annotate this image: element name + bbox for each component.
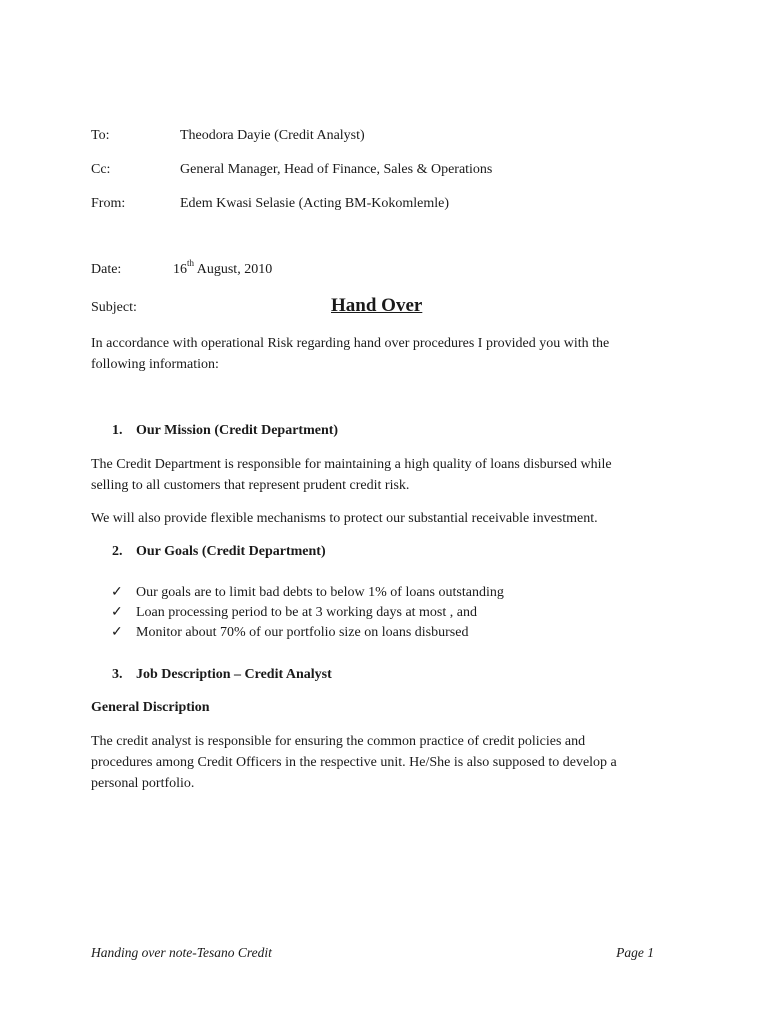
goal-item-text: Our goals are to limit bad debts to below 1% of loans outstanding (136, 585, 504, 600)
section-3-title: Job Description – Credit Analyst (136, 667, 332, 682)
date-month-year: August, 2010 (194, 262, 273, 277)
subject-title: Hand Over (331, 295, 423, 316)
date-day: 16 (173, 262, 187, 277)
check-mark-icon: ✓ (111, 625, 123, 640)
to-label: To: (91, 128, 110, 143)
section-1-number: 1. (112, 423, 123, 438)
date-suffix: th (187, 258, 195, 269)
subject-label: Subject: (91, 300, 137, 315)
mission-line-3: We will also provide flexible mechanisms to protect our substantial receivable investment. (91, 511, 598, 526)
job-line-3: personal portfolio. (91, 776, 195, 791)
from-value: Edem Kwasi Selasie (Acting BM-Kokomlemle) (180, 196, 450, 211)
mission-line-2: selling to all customers that represent prudent credit risk. (91, 478, 410, 493)
goal-item-text: Loan processing period to be at 3 working days at most , and (136, 605, 477, 620)
date-label: Date: (91, 262, 122, 277)
footer-title: Handing over note-Tesano Credit (91, 945, 272, 960)
page-number: Page 1 (616, 945, 654, 960)
mission-line-1: The Credit Department is responsible for maintaining a high quality of loans disbursed while (91, 457, 612, 472)
section-2-number: 2. (112, 544, 123, 559)
date-value (173, 260, 272, 280)
check-mark-icon: ✓ (111, 585, 123, 600)
section-1-title: Our Mission (Credit Department) (136, 423, 339, 438)
cc-label: Cc: (91, 162, 111, 177)
intro-line-1: In accordance with operational Risk regarding hand over procedures I provided you with the (91, 336, 610, 351)
to-value: Theodora Dayie (Credit Analyst) (180, 128, 365, 143)
section-2-title: Our Goals (Credit Department) (136, 544, 326, 559)
cc-value: General Manager, Head of Finance, Sales & Operations (180, 162, 493, 177)
job-line-1: The credit analyst is responsible for ensuring the common practice of credit policies and (91, 734, 586, 749)
check-mark-icon: ✓ (111, 605, 123, 620)
goal-item-text: Monitor about 70% of our portfolio size on loans disbursed (136, 625, 469, 640)
from-label: From: (91, 196, 126, 211)
general-description-heading: General Discription (91, 700, 210, 715)
intro-line-2: following information: (91, 357, 219, 372)
job-line-2: procedures among Credit Officers in the respective unit. He/She is also supposed to develop a (91, 755, 617, 770)
section-3-number: 3. (112, 667, 123, 682)
